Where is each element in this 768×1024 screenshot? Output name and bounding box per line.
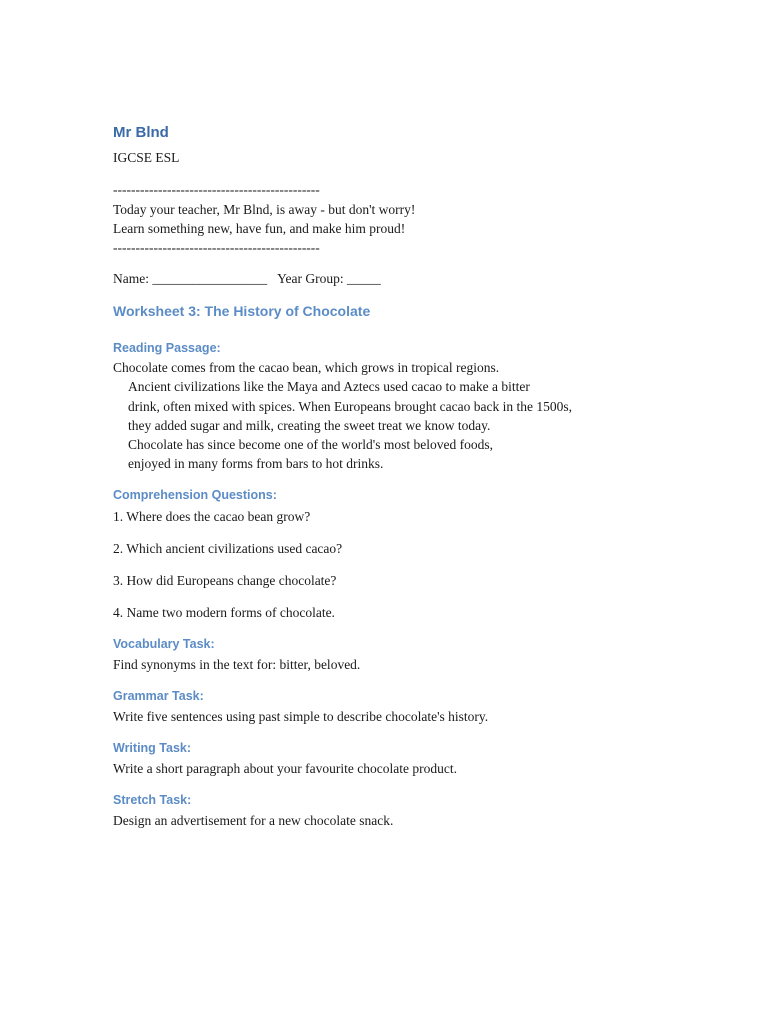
notice-line-2: Learn something new, have fun, and make him proud! (113, 221, 406, 236)
course-name: IGCSE ESL (113, 150, 180, 165)
notice-line-1: Today your teacher, Mr Blnd, is away - but don't worry! (113, 202, 416, 217)
question-2: 2. Which ancient civilizations used cacao? (113, 541, 343, 556)
reading-line-5: Chocolate has since become one of the world's most beloved foods, (128, 437, 493, 452)
grammar-text: Write five sentences using past simple to describe chocolate's history. (113, 709, 489, 724)
stretch-title: Stretch Task: (113, 793, 192, 807)
divider-top: ---------------------------------------------- (113, 182, 320, 197)
question-1: 1. Where does the cacao bean grow? (113, 509, 311, 524)
name-field: Name: _________________ (113, 271, 268, 286)
stretch-text: Design an advertisement for a new chocolate snack. (113, 813, 394, 828)
reading-line-1: Chocolate comes from the cacao bean, which grows in tropical regions. (113, 360, 500, 375)
student-fields-row (113, 270, 381, 288)
reading-line-6: enjoyed in many forms from bars to hot drinks. (128, 456, 384, 471)
teacher-name-heading: Mr Blnd (113, 124, 169, 141)
reading-line-2: Ancient civilizations like the Maya and Aztecs used cacao to make a bitter (128, 379, 530, 394)
worksheet-title: Worksheet 3: The History of Chocolate (113, 303, 371, 319)
grammar-title: Grammar Task: (113, 689, 204, 703)
comprehension-title: Comprehension Questions: (113, 488, 277, 502)
reading-line-3: drink, often mixed with spices. When Europeans brought cacao back in the 1500s, (128, 399, 573, 414)
question-3: 3. How did Europeans change chocolate? (113, 573, 337, 588)
divider-bottom: ---------------------------------------------- (113, 240, 320, 255)
reading-line-4: they added sugar and milk, creating the sweet treat we know today. (128, 418, 491, 433)
writing-title: Writing Task: (113, 741, 192, 755)
writing-text: Write a short paragraph about your favourite chocolate product. (113, 761, 457, 776)
reading-passage-title: Reading Passage: (113, 341, 221, 355)
year-group-field: Year Group: _____ (277, 271, 381, 286)
question-4: 4. Name two modern forms of chocolate. (113, 605, 335, 620)
vocabulary-title: Vocabulary Task: (113, 637, 215, 651)
vocabulary-text: Find synonyms in the text for: bitter, beloved. (113, 657, 361, 672)
